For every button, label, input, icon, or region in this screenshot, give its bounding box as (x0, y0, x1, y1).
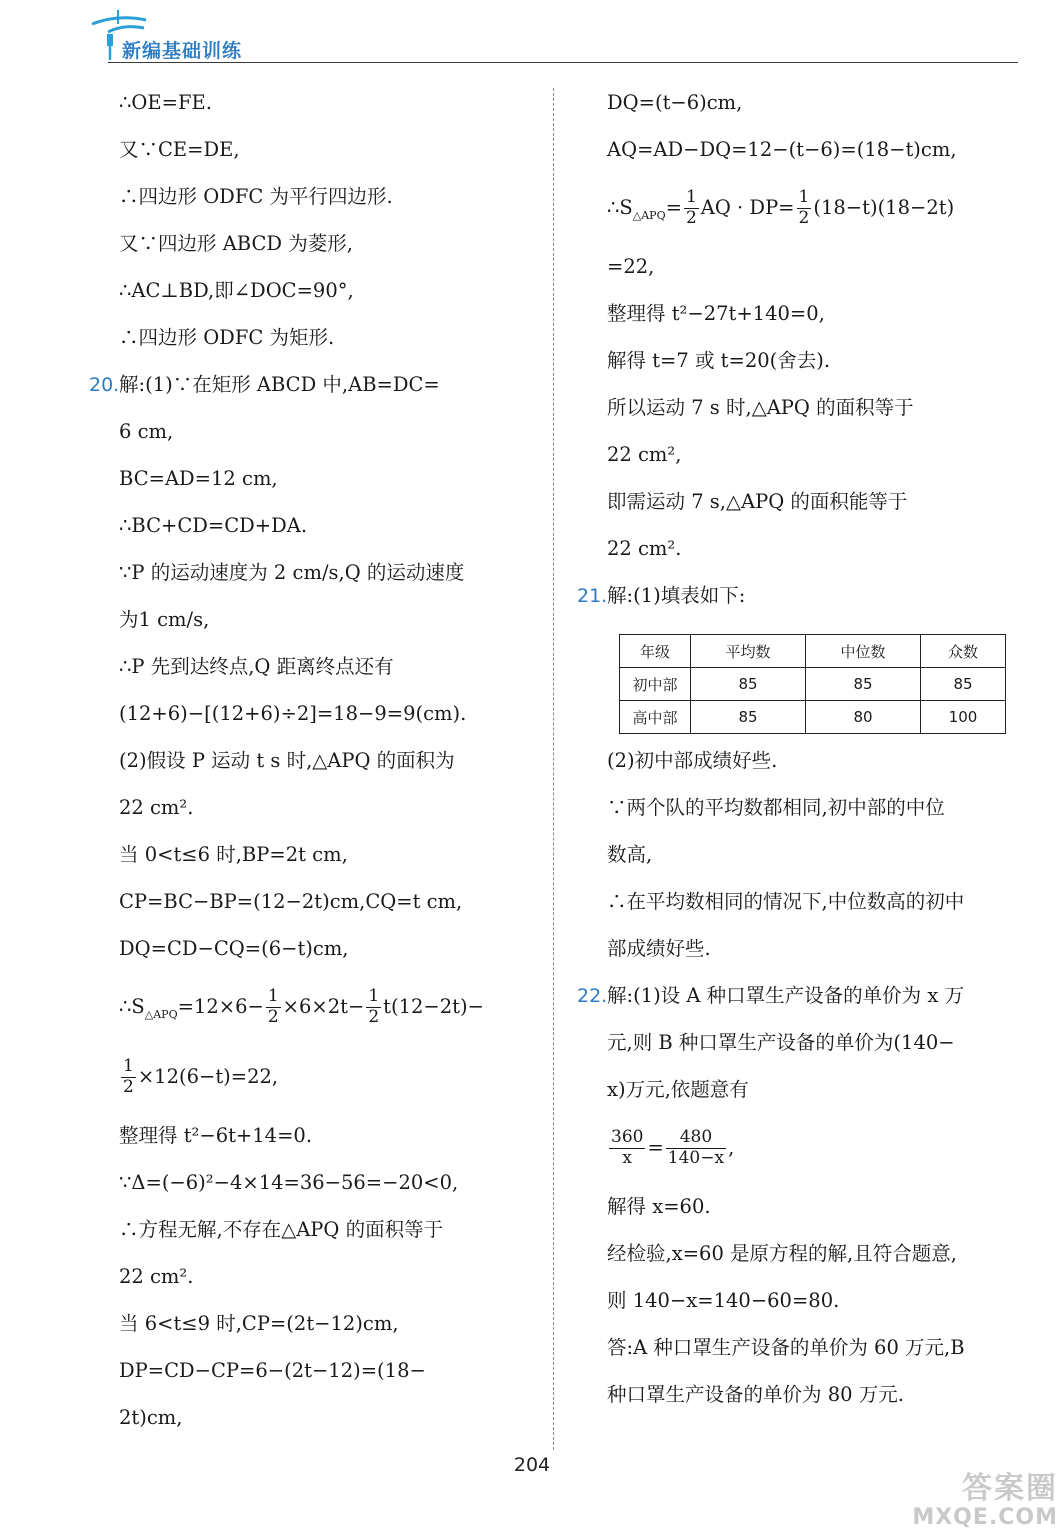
table-cell: 高中部 (620, 701, 691, 734)
text-line: 6 cm, (119, 420, 174, 443)
fraction-denominator: 2 (123, 1077, 134, 1097)
fraction (266, 987, 281, 1027)
text-line: ∴在平均数相同的情况下,中位数高的初中 (607, 890, 965, 913)
text-line: 当 6<t≤9 时,CP=(2t−12)cm, (119, 1312, 399, 1335)
text-line: ∴四边形 ODFC 为平行四边形. (119, 185, 393, 208)
table-cell: 85 (691, 668, 806, 701)
question-22 (577, 979, 1023, 1026)
text-line: 则 140−x=140−60=80. (607, 1289, 840, 1312)
text-line: 元,则 B 种口罩生产设备的单价为(140− (607, 1031, 955, 1054)
watermark-text: MXQE.COM (912, 1505, 1058, 1530)
text-line: 为1 cm/s, (119, 608, 210, 631)
text-line: 当 0<t≤6 时,BP=2t cm, (119, 843, 348, 866)
formula-text: ∴S (607, 196, 633, 219)
table-cell: 85 (691, 701, 806, 734)
fraction-denominator: 2 (685, 208, 697, 228)
table-cell: 初中部 (620, 668, 691, 701)
text-line: 2t)cm, (119, 1406, 183, 1429)
formula-text: , (728, 1136, 735, 1159)
left-column (89, 86, 535, 1448)
text-line: 解得 t=7 或 t=20(舍去). (607, 349, 831, 372)
header-rule (108, 62, 1018, 63)
text-line: CP=BC−BP=(12−2t)cm,CQ=t cm, (119, 890, 463, 913)
text-line: ∴P 先到达终点,Q 距离终点还有 (119, 655, 394, 678)
text-line: 经检验,x=60 是原方程的解,且符合题意, (607, 1242, 957, 1265)
text-line: DQ=(t−6)cm, (607, 91, 743, 114)
table-header-cell: 平均数 (691, 635, 806, 668)
text-line: 整理得 t²−27t+140=0, (607, 302, 825, 325)
formula-text: ×6×2t− (282, 995, 365, 1018)
fraction-numerator: 1 (685, 187, 697, 208)
formula-text: =12×6− (177, 995, 264, 1018)
text-line: 22 cm², (607, 443, 682, 466)
fraction-denominator: 2 (368, 1007, 380, 1027)
fraction-denominator: x (622, 1148, 633, 1168)
text-line: 22 cm². (607, 537, 682, 560)
table-header-cell: 年级 (620, 635, 691, 668)
text-line: ∴AC⊥BD,即∠DOC=90°, (119, 279, 354, 302)
text-line: x)万元,依题意有 (607, 1078, 749, 1101)
text-line: ∵P 的运动速度为 2 cm/s,Q 的运动速度 (119, 561, 465, 584)
table-cell: 80 (806, 701, 921, 734)
text-line: 整理得 t²−6t+14=0. (119, 1124, 313, 1147)
fraction (121, 1057, 136, 1097)
formula-text: AQ · DP= (700, 196, 795, 219)
fraction (609, 1128, 645, 1168)
fraction-denominator: 2 (798, 208, 810, 228)
table-header-cell: 众数 (921, 635, 1006, 668)
formula-line: $\frac{360}{x}$ = $\frac{480}{140-x}$ , (611, 1127, 735, 1168)
table-cell: 100 (921, 701, 1006, 734)
formula-subscript: △APQ (632, 208, 666, 222)
table-header-row (620, 635, 1006, 668)
table-cell: 85 (806, 668, 921, 701)
text-line: (2)假设 P 运动 t s 时,△APQ 的面积为 (119, 749, 455, 772)
text-line: BC=AD=12 cm, (119, 467, 278, 490)
question-20 (89, 368, 535, 415)
text-line: 所以运动 7 s 时,△APQ 的面积等于 (607, 396, 914, 419)
table-cell: 85 (921, 668, 1006, 701)
text-line: 22 cm². (119, 1265, 194, 1288)
watermark (888, 1472, 1058, 1532)
fraction (684, 188, 699, 228)
formula-text: (18−t)(18−2t) (813, 196, 955, 219)
fraction-denominator: 2 (267, 1007, 279, 1027)
table-row (620, 668, 1006, 701)
fraction-numerator: 1 (267, 986, 279, 1007)
fraction-numerator: 1 (123, 1056, 134, 1077)
fraction (797, 188, 812, 228)
text-line: =22, (607, 255, 655, 278)
text-line: ∴BC+CD=CD+DA. (119, 514, 308, 537)
formula-line (607, 180, 1023, 250)
right-column (577, 86, 1023, 1425)
text-line: (2)初中部成绩好些. (607, 749, 778, 772)
formula-subscript: △APQ (144, 1007, 178, 1021)
header-title: 新编基础训练 (122, 40, 243, 62)
text-line: 答:A 种口罩生产设备的单价为 60 万元,B (607, 1336, 965, 1359)
text-line: 即需运动 7 s,△APQ 的面积能等于 (607, 490, 908, 513)
text-line: 解得 x=60. (607, 1195, 711, 1218)
fraction-numerator: 360 (611, 1127, 644, 1148)
question-number: 20. (89, 374, 120, 396)
text-line: 数高, (607, 843, 653, 866)
text-line: 又∵四边形 ABCD 为菱形, (119, 232, 353, 255)
text-line: 解:(1)∵在矩形 ABCD 中,AB=DC= (119, 373, 440, 396)
question-number: 21. (577, 585, 608, 607)
text-line: ∴OE=FE. (119, 91, 212, 114)
fraction-numerator: 1 (368, 986, 380, 1007)
score-table (619, 634, 1006, 734)
text-line: DP=CD−CP=6−(2t−12)=(18− (119, 1359, 426, 1382)
column-divider (553, 88, 554, 1450)
text-line: 22 cm². (119, 796, 194, 819)
formula-text: t(12−2t)− (383, 995, 484, 1018)
fraction-numerator: 480 (666, 1128, 726, 1149)
text-line: ∴四边形 ODFC 为矩形. (119, 326, 335, 349)
question-21 (577, 579, 1023, 626)
text-line: ∴方程无解,不存在△APQ 的面积等于 (119, 1218, 444, 1241)
formula-text: ∴S (119, 995, 145, 1018)
table-row (620, 701, 1006, 734)
text-line: AQ=AD−DQ=12−(t−6)=(18−t)cm, (607, 138, 957, 161)
watermark-text: 答案圈 (962, 1471, 1058, 1506)
text-line: 又∵CE=DE, (119, 138, 240, 161)
formula-text: = (665, 196, 682, 219)
text-line: ∵Δ=(−6)²−4×14=36−56=−20<0, (119, 1171, 459, 1194)
formula-line (119, 979, 535, 1049)
text-line: 解:(1)填表如下: (607, 584, 746, 607)
text-line: 解:(1)设 A 种口罩生产设备的单价为 x 万 (607, 984, 965, 1007)
text-line: 部成绩好些. (607, 937, 711, 960)
text-line: 种口罩生产设备的单价为 80 万元. (607, 1383, 904, 1406)
fraction-numerator: 1 (798, 187, 810, 208)
page-header (0, 0, 1064, 70)
text-line: DQ=CD−CQ=(6−t)cm, (119, 937, 349, 960)
formula-text: ×12(6−t)=22, (137, 1065, 279, 1088)
text-line: ∵两个队的平均数都相同,初中部的中位 (607, 796, 945, 819)
fraction-denominator: 140−x (667, 1148, 725, 1168)
fraction (366, 987, 381, 1027)
table-header-cell: 中位数 (806, 635, 921, 668)
formula-line (119, 1049, 535, 1119)
fraction (666, 1128, 726, 1168)
question-number: 22. (577, 985, 608, 1007)
page-number: 204 (513, 1454, 551, 1476)
text-line: (12+6)−[(12+6)÷2]=18−9=9(cm). (119, 702, 467, 725)
